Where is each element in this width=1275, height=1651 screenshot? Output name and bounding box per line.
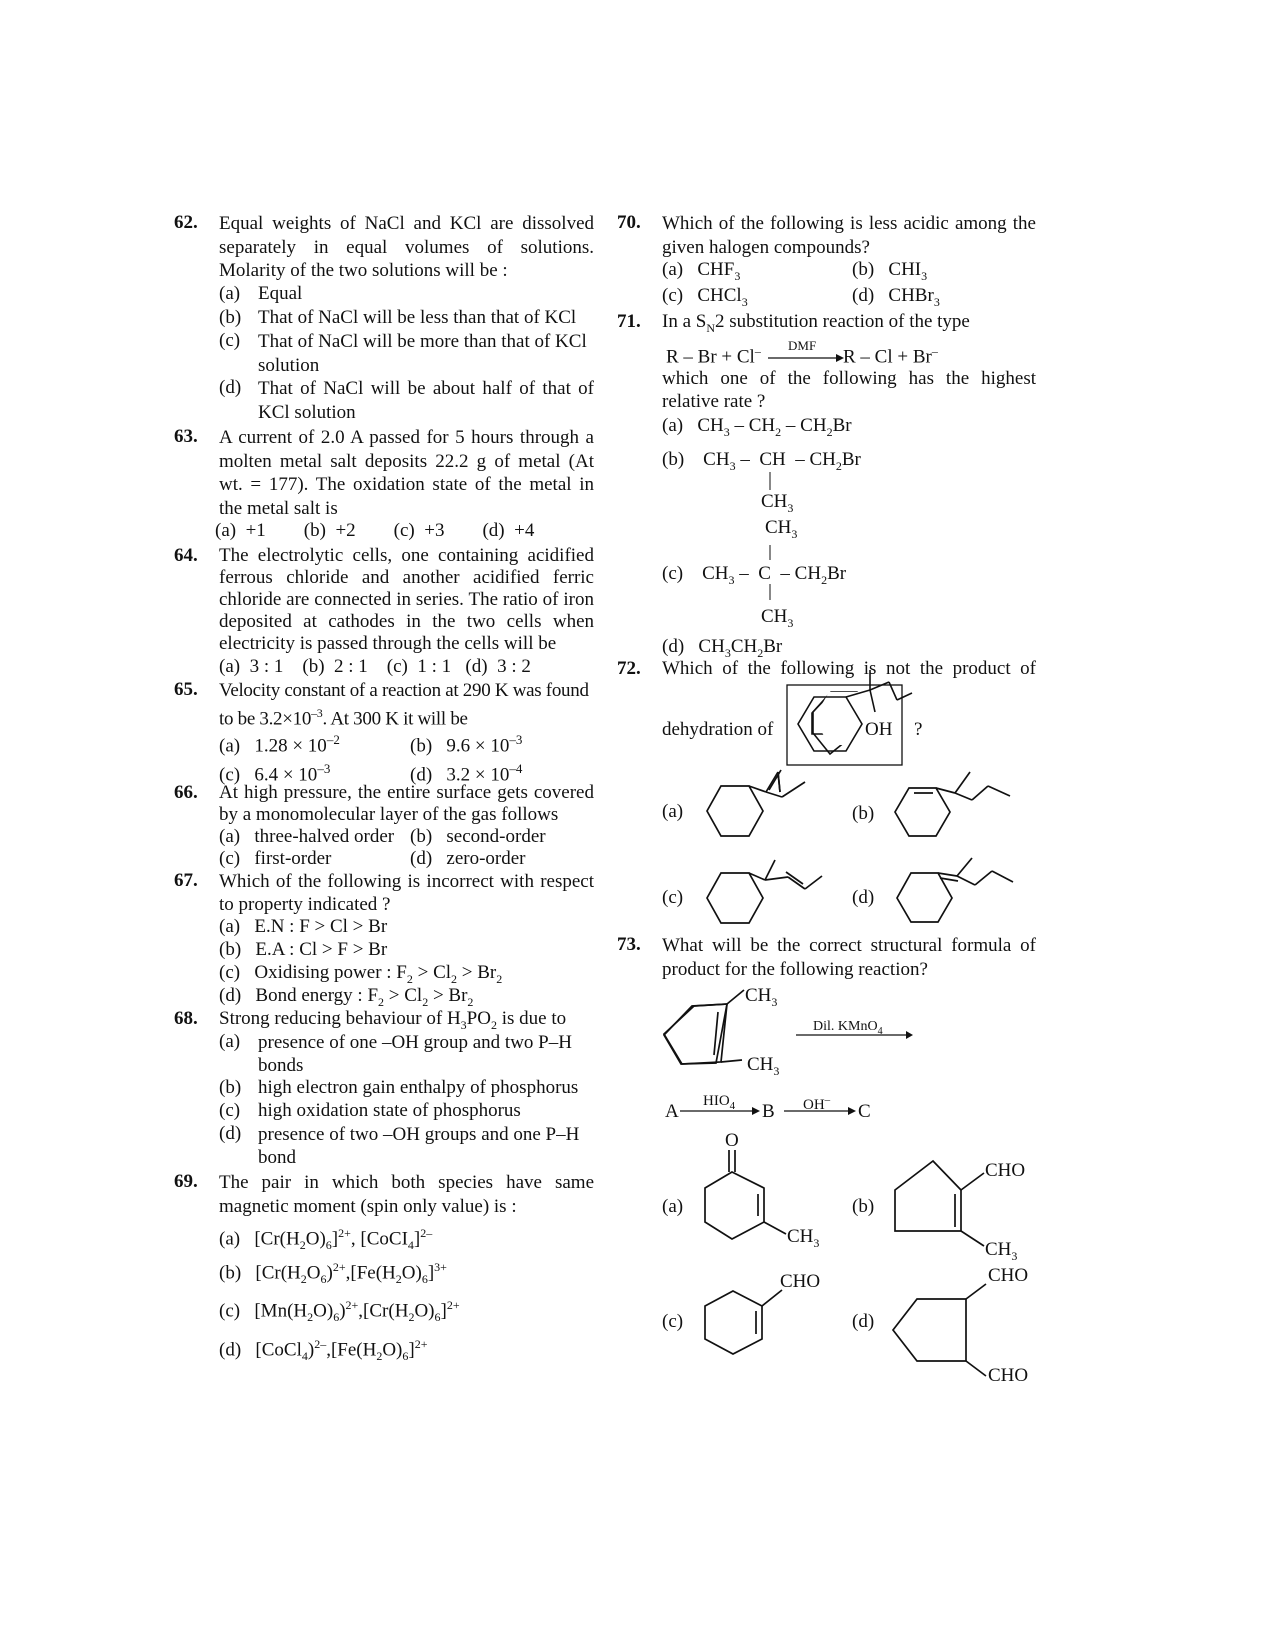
question-number-70: 70.: [617, 212, 641, 233]
q67-option-a: (a) E.N : F > Cl > Br: [219, 916, 388, 937]
question-67-text: Which of the following is incorrect with respect to property indicated ?: [219, 871, 594, 915]
q72-option-a-label: (a): [662, 801, 684, 822]
q65-option-a: (a) $1.28 \times 10^{-2}$: [219, 732, 340, 757]
q68-option-d-text: presence of two –OH groups and one P–H bond: [258, 1124, 580, 1168]
q68-option-b-label: (b): [219, 1077, 242, 1098]
q68-option-b-text: high electron gain enthalpy of phosphorus: [258, 1077, 579, 1098]
q71-c-bottom-ch3: $CH_3$: [761, 606, 794, 630]
q71-reaction-left: R – Br + Cl–: [666, 344, 761, 368]
q63-options: (a) +1 (b) +2 (c) +3 (d) +4: [215, 520, 535, 541]
q69-option-c: (c) $[Mn(H_2O)_6)^{2+},[Cr(H_2O)_6]^{2+}$: [219, 1298, 460, 1325]
q72-option-c-label: (c): [662, 887, 684, 908]
q68-option-a-text: presence of one –OH group and two P–H bonds: [258, 1032, 572, 1076]
question-63-text: A current of 2.0 A passed for 5 hours through a molten metal salt deposits 22.2 g of metal (At wt. = 177). The oxidation state of the metal in the metal salt is: [219, 427, 594, 519]
q71-option-b: (b) $CH_3$ – CH – $CH_2Br$: [662, 449, 861, 473]
q70-option-c: (c) CHCl$_3$: [662, 285, 748, 309]
q65-option-b: (b) $9.6 \times 10^{-3}$: [410, 732, 523, 757]
q67-option-c: (c) Oxidising power : $F_2 > Cl_2 > Br_2$: [219, 962, 503, 986]
q71-option-c: (c) $CH_3$ – C – $CH_2Br$: [662, 563, 847, 587]
q73-reagent-hio4: $HIO_4$: [703, 1093, 736, 1112]
question-number-62: 62.: [174, 212, 198, 233]
q66-option-a: (a) three-halved order: [219, 826, 395, 847]
q62-option-b-text: That of NaCl will be less than that of KCl: [258, 307, 577, 328]
q73-option-d-label: (d): [852, 1311, 875, 1332]
question-65-text: Velocity constant of a reaction at 290 K was found to be $3.2\times 10^{-3}$. At 300 K it will be: [219, 680, 589, 730]
q72-oh-label: OH: [865, 719, 893, 740]
q62-option-d-label: (d): [219, 377, 242, 398]
question-number-71: 71.: [617, 311, 641, 332]
q73-option-a-label: (a): [662, 1196, 684, 1217]
q73-option-b-ch3: $CH_3$: [985, 1239, 1018, 1263]
question-64-text: The electrolytic cells, one containing acidified ferrous chloride and another acidified ferric chloride are connected in series. The ratio of iron deposited at cathodes in the two cells when electricity is passed through the cells will be: [219, 545, 594, 654]
q68-option-a-label: (a): [219, 1031, 241, 1052]
q62-option-a-text: Equal: [258, 283, 303, 304]
q70-option-b: (b) $CHI_3$: [852, 259, 928, 283]
q68-option-c-text: high oxidation state of phosphorus: [258, 1100, 521, 1121]
question-number-64: 64.: [174, 545, 198, 566]
q73-reactant-ch3-bottom: $CH_3$: [747, 1054, 780, 1078]
q67-option-b: (b) E.A : Cl > F > Br: [219, 939, 388, 960]
question-71-text: In a $S_N2$ substitution reaction of the type: [662, 311, 970, 335]
q72-option-d-label: (d): [852, 887, 875, 908]
question-number-65: 65.: [174, 679, 198, 700]
q73-option-c-label: (c): [662, 1311, 684, 1332]
q71-reagent-dmf: DMF: [788, 338, 817, 353]
q69-option-a: (a) $[Cr(H_2O)_6]^{2+}$, [CoCI$_4$]$^{2-}$: [219, 1226, 433, 1253]
q73-option-d-cho-bottom: CHO: [988, 1365, 1029, 1386]
question-number-72: 72.: [617, 658, 641, 679]
q72-question-mark: ?: [914, 719, 923, 740]
q65-option-c: (c) $6.4 \times 10^{-3}$: [219, 761, 331, 786]
question-68-text: Strong reducing behaviour of $H_3PO_2$ is due to: [219, 1008, 567, 1032]
q73-option-a-oxygen: O: [725, 1130, 739, 1151]
q66-option-d: (d) zero-order: [410, 848, 526, 869]
q73-option-a-ch3: $CH_3$: [787, 1226, 820, 1250]
q71-b-ch3: $CH_3$: [761, 491, 794, 515]
q73-option-b-label: (b): [852, 1196, 875, 1217]
q73-reactant-ch3-top: $CH_3$: [745, 985, 778, 1009]
q71-option-d: (d) $CH_3CH_2Br$: [662, 636, 783, 660]
q62-option-c-text: That of NaCl will be more than that of KCl solution: [258, 331, 587, 376]
q73-label-b: B: [762, 1101, 775, 1122]
q73-reagent-kmno4: Dil. KMnO$_4$: [813, 1019, 883, 1037]
q66-option-b: (b) second-order: [410, 826, 546, 847]
q70-option-a: (a) $CHF_3$: [662, 259, 741, 283]
q68-option-c-label: (c): [219, 1100, 241, 1121]
question-number-66: 66.: [174, 782, 198, 803]
q73-option-d-cho-top: CHO: [988, 1265, 1029, 1286]
q71-c-top-ch3: $CH_3$: [765, 517, 798, 541]
q73-reagent-oh: OH–: [803, 1094, 831, 1113]
q62-option-a-label: (a): [219, 283, 241, 304]
q73-label-a: A: [665, 1101, 679, 1122]
question-number-67: 67.: [174, 870, 198, 891]
q62-option-c-label: (c): [219, 330, 241, 351]
question-number-63: 63.: [174, 426, 198, 447]
q62-option-d-text: That of NaCl will be about half of that of KCl solution: [258, 378, 594, 423]
q73-label-c: C: [858, 1101, 871, 1122]
question-70-text: Which of the following is less acidic among the given halogen compounds?: [662, 213, 1036, 258]
q72-text-2: dehydration of: [662, 719, 774, 740]
q65-option-d: (d) $3.2 \times 10^{-4}$: [410, 761, 523, 786]
question-number-73: 73.: [617, 934, 641, 955]
q68-option-d-label: (d): [219, 1123, 242, 1144]
q71-option-a: (a) $CH_3 - CH_2 - CH_2Br$: [662, 415, 852, 439]
question-73-text: What will be the correct structural formula of product for the following reaction?: [662, 935, 1036, 980]
question-66-text: At high pressure, the entire surface gets covered by a monomolecular layer of the gas follows: [219, 782, 594, 825]
q69-option-b: (b) [$Cr(H_2O_6)^{2+},[Fe(H_2O)_6]^{3+}$: [219, 1260, 447, 1287]
q71-text-2: which one of the following has the highest relative rate ?: [662, 368, 1036, 412]
q71-reaction-right: R – Cl + Br–: [843, 344, 938, 368]
question-number-69: 69.: [174, 1171, 198, 1192]
question-69-text: The pair in which both species have same magnetic moment (spin only value) is :: [219, 1172, 594, 1217]
q64-options: (a) 3 : 1 (b) 2 : 1 (c) 1 : 1 (d) 3 : 2: [219, 656, 531, 677]
question-number-68: 68.: [174, 1008, 198, 1029]
q70-option-d: (d) CHBr$_3$: [852, 285, 940, 309]
q69-option-d: (d) $[CoCl_4)^{2-},[Fe(H_2O)_6]^{2+}$: [219, 1337, 428, 1364]
q66-option-c: (c) first-order: [219, 848, 332, 869]
question-62-text: Equal weights of NaCl and KCl are dissolved separately in equal volumes of solutions. Molarity of the two solutions will be :: [219, 213, 594, 281]
question-72-text: Which of the following is not the product of: [662, 658, 1036, 679]
q67-option-d: (d) Bond energy : $F_2 > Cl_2 > Br_2$: [219, 985, 474, 1009]
q73-option-b-cho: CHO: [985, 1160, 1026, 1181]
q62-option-b-label: (b): [219, 307, 242, 328]
q73-option-c-cho: CHO: [780, 1271, 821, 1292]
q72-option-b-label: (b): [852, 803, 875, 824]
